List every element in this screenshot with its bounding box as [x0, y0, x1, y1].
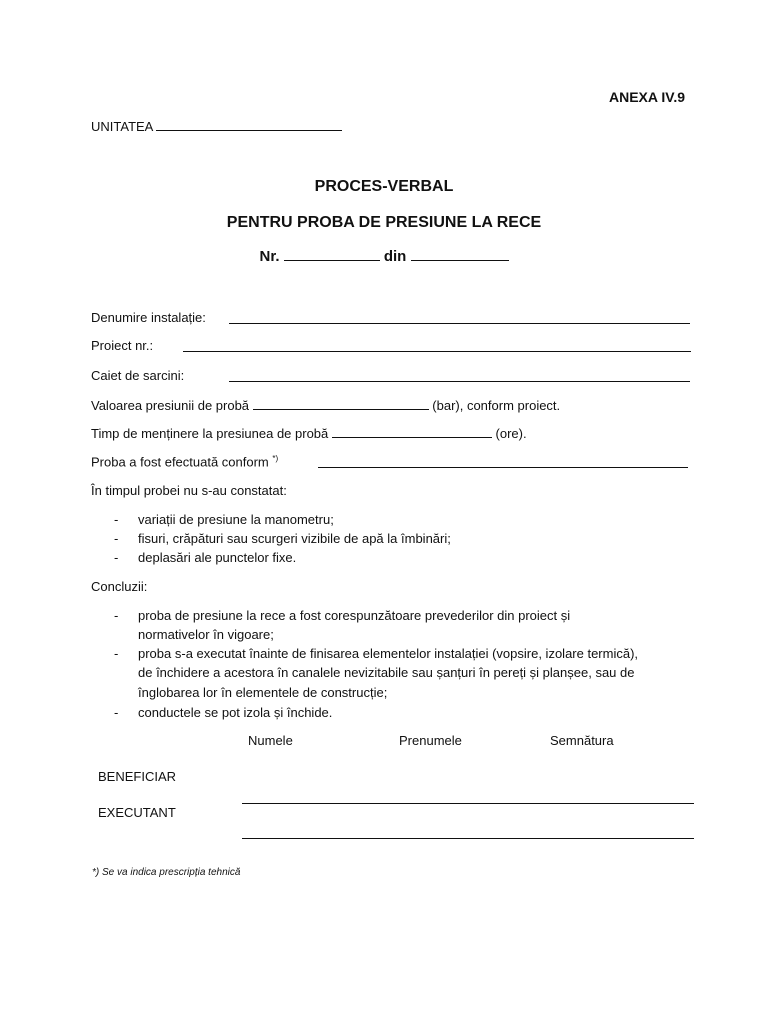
- conform-footnote-mark: *): [272, 454, 279, 463]
- installation-label: Denumire instalație:: [91, 310, 206, 325]
- list-dash: -: [114, 531, 119, 546]
- beneficiary-signature-line[interactable]: [242, 803, 694, 804]
- installation-field[interactable]: [229, 323, 690, 324]
- list-dash: -: [114, 705, 119, 720]
- unit-label: UNITATEA: [91, 119, 153, 134]
- unit-field[interactable]: [156, 118, 342, 131]
- nr-label: Nr.: [259, 248, 280, 265]
- conclusions-heading: Concluzii:: [91, 579, 148, 594]
- list-item: fisuri, crăpături sau scurgeri vizibile de apă la îmbinări;: [138, 531, 451, 546]
- time-field[interactable]: [332, 425, 492, 438]
- project-field[interactable]: [183, 351, 691, 352]
- list-item: variații de presiune la manometru;: [138, 512, 334, 527]
- specs-label: Caiet de sarcini:: [91, 368, 185, 383]
- din-field[interactable]: [411, 248, 509, 261]
- annex-label: ANEXA IV.9: [609, 89, 685, 105]
- executant-signature-line[interactable]: [242, 838, 694, 839]
- column-name: Numele: [248, 733, 293, 748]
- conform-label: Proba a fost efectuată conform: [91, 454, 269, 470]
- time-line: [91, 425, 527, 441]
- unit-line: [91, 118, 342, 134]
- list-dash: -: [114, 550, 119, 565]
- conform-field[interactable]: [318, 467, 688, 468]
- nr-field[interactable]: [284, 248, 380, 261]
- din-label: din: [383, 248, 407, 265]
- specs-field[interactable]: [229, 381, 690, 382]
- list-item-continued: de închidere a acestora în canalele nevizitabile sau șanțuri în pereți și planșee, sau de: [138, 665, 635, 680]
- pressure-unit: (bar), conform proiect.: [432, 398, 561, 413]
- list-item: proba de presiune la rece a fost corespunzătoare prevederilor din proiect și: [138, 608, 571, 623]
- list-dash: -: [114, 608, 119, 623]
- document-title: PROCES-VERBAL: [314, 178, 454, 195]
- list-item: conductele se pot izola și închide.: [138, 705, 333, 720]
- list-item-continued: înglobarea lor în elementele de construcție;: [138, 685, 388, 700]
- footnote: *) Se va indica prescripția tehnică: [92, 867, 241, 878]
- pressure-line: [91, 397, 560, 413]
- conform-line: [91, 454, 278, 469]
- row-beneficiary: BENEFICIAR: [98, 769, 177, 784]
- list-item-continued: normativelor în vigoare;: [138, 627, 274, 642]
- observed-heading: În timpul probei nu s-au constatat:: [91, 483, 287, 498]
- project-label: Proiect nr.:: [91, 338, 154, 353]
- list-item: deplasări ale punctelor fixe.: [138, 550, 297, 565]
- column-surname: Prenumele: [399, 733, 462, 748]
- column-signature: Semnătura: [550, 733, 614, 748]
- document-subtitle: PENTRU PROBA DE PRESIUNE LA RECE: [226, 214, 542, 231]
- list-item: proba s-a executat înainte de finisarea elementelor instalației (vopsire, izolare termică),: [138, 646, 639, 661]
- time-label: Timp de menținere la presiunea de probă: [91, 426, 329, 441]
- pressure-field[interactable]: [253, 397, 429, 410]
- list-dash: -: [114, 646, 119, 661]
- time-unit: (ore).: [495, 426, 527, 441]
- row-executant: EXECUTANT: [98, 805, 176, 820]
- number-date-line: [0, 248, 768, 265]
- pressure-label: Valoarea presiunii de probă: [91, 398, 250, 413]
- list-dash: -: [114, 512, 119, 527]
